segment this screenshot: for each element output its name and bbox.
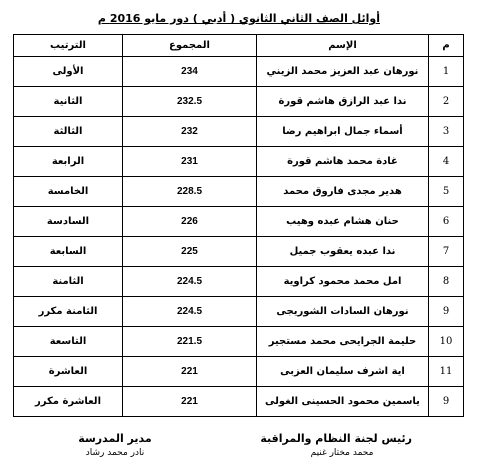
table-row — [14, 267, 464, 297]
committee-role: رئيس لجنة النظام والمراقبة — [260, 432, 412, 445]
student-name: هدير مجدى فاروق محمد — [257, 177, 429, 207]
committee-signature — [260, 432, 412, 458]
table-row — [14, 387, 464, 417]
principal-name: نادر محمد رشاد — [85, 448, 145, 458]
total-score: 234 — [123, 57, 257, 87]
student-name: ندا عبده يعقوب جميل — [257, 237, 429, 267]
total-score: 225 — [123, 237, 257, 267]
rank-label: الثانية — [14, 87, 123, 117]
row-number: 11 — [429, 357, 464, 387]
total-score: 231 — [123, 147, 257, 177]
total-score: 224.5 — [123, 297, 257, 327]
table-row — [14, 177, 464, 207]
table-row — [14, 117, 464, 147]
total-score: 221.5 — [123, 327, 257, 357]
principal-role: مدير المدرسة — [78, 432, 152, 445]
rank-label: السابعة — [14, 237, 123, 267]
row-number: 3 — [429, 117, 464, 147]
document-title: أوائل الصف الثاني الثانوي ( أدبي ) دور مايو 2016 م — [97, 12, 380, 25]
header-num: م — [429, 35, 464, 57]
student-name: حليمة الجرايحى محمد مستجير — [257, 327, 429, 357]
total-score: 221 — [123, 357, 257, 387]
results-table — [13, 34, 464, 417]
table-row — [14, 87, 464, 117]
principal-signature — [60, 432, 170, 458]
committee-head-name: محمد مختار غنيم — [310, 448, 374, 458]
student-name: ندا عبد الرازق هاشم قورة — [257, 87, 429, 117]
table-row — [14, 147, 464, 177]
table-row — [14, 237, 464, 267]
row-number: 5 — [429, 177, 464, 207]
rank-label: السادسة — [14, 207, 123, 237]
table-header-row — [14, 35, 464, 57]
row-number: 6 — [429, 207, 464, 237]
rank-label: التاسعة — [14, 327, 123, 357]
table-row — [14, 327, 464, 357]
total-score: 224.5 — [123, 267, 257, 297]
row-number: 10 — [429, 327, 464, 357]
student-name: نورهان السادات الشوريجى — [257, 297, 429, 327]
row-number: 2 — [429, 87, 464, 117]
table-body — [14, 57, 464, 417]
total-score: 221 — [123, 387, 257, 417]
student-name: حنان هشام عبده وهيب — [257, 207, 429, 237]
table-row — [14, 57, 464, 87]
table-row — [14, 357, 464, 387]
row-number: 8 — [429, 267, 464, 297]
header-total: المجموع — [123, 35, 257, 57]
row-number: 1 — [429, 57, 464, 87]
row-number: 9 — [429, 297, 464, 327]
rank-label: الثامنة مكرر — [14, 297, 123, 327]
rank-label: الأولى — [14, 57, 123, 87]
rank-label: الرابعة — [14, 147, 123, 177]
table-row — [14, 297, 464, 327]
table-row — [14, 207, 464, 237]
header-rank: الترتيب — [14, 35, 123, 57]
row-number: 7 — [429, 237, 464, 267]
total-score: 226 — [123, 207, 257, 237]
total-score: 232 — [123, 117, 257, 147]
student-name: أسماء جمال ابراهيم رضا — [257, 117, 429, 147]
header-name: الإسم — [257, 35, 429, 57]
row-number: 9 — [429, 387, 464, 417]
student-name: امل محمد محمود كراوية — [257, 267, 429, 297]
rank-label: الثامنة — [14, 267, 123, 297]
total-score: 232.5 — [123, 87, 257, 117]
row-number: 4 — [429, 147, 464, 177]
rank-label: العاشرة مكرر — [14, 387, 123, 417]
student-name: غادة محمد هاشم قورة — [257, 147, 429, 177]
rank-label: الثالثة — [14, 117, 123, 147]
rank-label: الخامسة — [14, 177, 123, 207]
rank-label: العاشرة — [14, 357, 123, 387]
student-name: اية اشرف سليمان العزبى — [257, 357, 429, 387]
total-score: 228.5 — [123, 177, 257, 207]
student-name: ياسمين محمود الحسينى الغولى — [257, 387, 429, 417]
student-name: نورهان عبد العزيز محمد الزيني — [257, 57, 429, 87]
